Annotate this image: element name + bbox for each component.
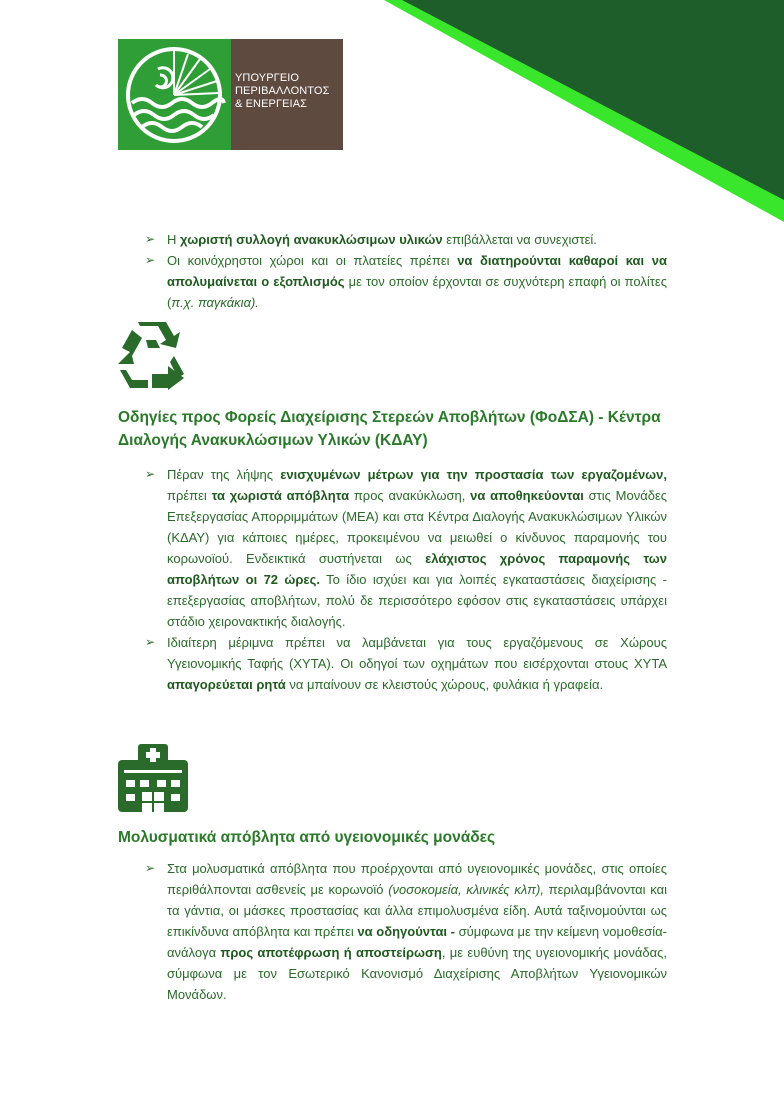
logo-emblem <box>118 39 231 150</box>
arrow-bullet-icon: ➢ <box>145 253 156 267</box>
arrow-bullet-icon: ➢ <box>145 467 156 481</box>
bold-run: να αποθηκεύονται <box>470 488 584 503</box>
corner-decoration <box>384 0 784 222</box>
list-item <box>145 858 667 1005</box>
sun-waves-icon <box>118 39 231 150</box>
logo-line-1: ΥΠΟΥΡΓΕΙΟ <box>235 72 300 84</box>
arrow-bullet-icon: ➢ <box>145 232 156 246</box>
text-run: στις Μονάδες Επεξεργασίας Απορριμμάτων (ΜΕΑ) και στα Κέντρα Διαλογής Ανακυκλώσιμων Υλικών (ΚΔΑΥ) για κάποιες ημέρες, προκειμένου να μειωθεί ο κίνδυνος παραμονής του κορωνοϊού. Ενδεικτικά συστήνεται ως <box>167 488 668 566</box>
text-run: Ιδιαίτερη μέριμνα πρέπει να λαμβάνεται για τους εργαζόμενους σε Χώρους Υγειονομικής Ταφής (ΧΥΤΑ). Οι οδηγοί των οχημάτων που εισέρχονται στους ΧΥΤΑ <box>167 635 667 671</box>
bold-run: να διατηρούνται καθαροί και να απολυμαίνεται ο εξοπλισμός <box>167 253 667 289</box>
section-heading-infectious-waste: Μολυσματικά απόβλητα από υγειονομικές μονάδες <box>118 829 496 846</box>
text-run: περιλαμβάνονται και τα γάντια, οι μάσκες προστασίας και άλλα επιμολυσμένα είδη. Αυτά ταξινομούνται ως επικίνδυνα απόβλητα και πρέπει <box>167 882 667 939</box>
text-run: σύμφωνα με την κείμενη νομοθεσία- ανάλογα <box>167 924 668 960</box>
text-run: να μπαίνουν σε κλειστούς χώρους, φυλάκια ή γραφεία. <box>285 677 604 692</box>
ministry-logo <box>118 39 343 150</box>
text-run: , με ευθύνη της υγειονομικής μονάδας, σύμφωνα με τον Εσωτερικό Κανονισμό Διαχείρισης Αποβλήτων Υγειονομικών Μονάδων. <box>167 945 667 1002</box>
text-run: πρέπει <box>167 488 212 503</box>
arrow-bullet-icon: ➢ <box>145 635 156 649</box>
list-item <box>145 464 667 632</box>
hospital-icon <box>118 744 188 812</box>
bold-run: απαγορεύεται ρητά <box>167 677 286 692</box>
bold-run: χωριστή συλλογή ανακυκλώσιμων υλικών <box>180 232 443 247</box>
list-item <box>145 632 667 695</box>
section-2-list <box>145 464 667 695</box>
logo-line-2: ΠΕΡΙΒΑΛΛΟΝΤΟΣ <box>235 85 330 97</box>
text-run: με τον οποίον έρχονται σε συχνότερη επαφή οι πολίτες ( <box>167 274 667 310</box>
text-run: Το ίδιο ισχύει και για λοιπές εγκαταστάσεις διαχείρισης - επεξεργασίας αποβλήτων, πολύ δε περισσότερο εφόσον στις εγκαταστάσεις υπάρχει στάδιο χειρονακτικής διαλογής. <box>167 572 667 629</box>
logo-line-3: & ΕΝΕΡΓΕΙΑΣ <box>235 98 308 110</box>
bold-run: τα χωριστά απόβλητα <box>211 488 350 503</box>
list-item <box>145 229 667 250</box>
list-item <box>145 250 667 313</box>
text-run: Στα μολυσματικά απόβλητα που προέρχονται από υγειονομικές μονάδες, στις οποίες περιθάλπονται ασθενείς με κορωνοϊό <box>167 861 667 897</box>
bold-run: προς αποτέφρωση ή αποστείρωση <box>220 945 442 960</box>
section-heading-waste-management: Οδηγίες προς Φορείς Διαχείρισης Στερεών Αποβλήτων (ΦοΔΣΑ) - Κέντρα Διαλογής Ανακυκλώσιμων Υλικών (ΚΔΑΥ) <box>118 409 661 449</box>
text-run: Η <box>167 232 180 247</box>
bold-run: ενισχυμένων μέτρων για την προστασία των εργαζομένων, <box>280 467 667 482</box>
bold-run: ελάχιστος χρόνος παραμονής των αποβλήτων οι 72 ώρες. <box>167 551 667 587</box>
logo-text <box>231 39 343 150</box>
recycle-icon <box>118 322 188 390</box>
text-run: Πέραν της λήψης <box>167 467 281 482</box>
section-3-list <box>145 858 667 1005</box>
italic-run: π.χ. παγκάκια). <box>171 295 259 310</box>
text-run: Οι κοινόχρηστοι χώροι και οι πλατείες πρέπει <box>167 253 458 268</box>
bold-run: να οδηγούνται - <box>357 924 456 939</box>
section-1-list <box>145 229 667 313</box>
arrow-bullet-icon: ➢ <box>145 861 156 875</box>
text-run: επιβάλλεται να συνεχιστεί. <box>442 232 597 247</box>
italic-run: (νοσοκομεία, κλινικές κλπ), <box>388 882 544 897</box>
text-run: προς ανακύκλωση, <box>349 488 471 503</box>
